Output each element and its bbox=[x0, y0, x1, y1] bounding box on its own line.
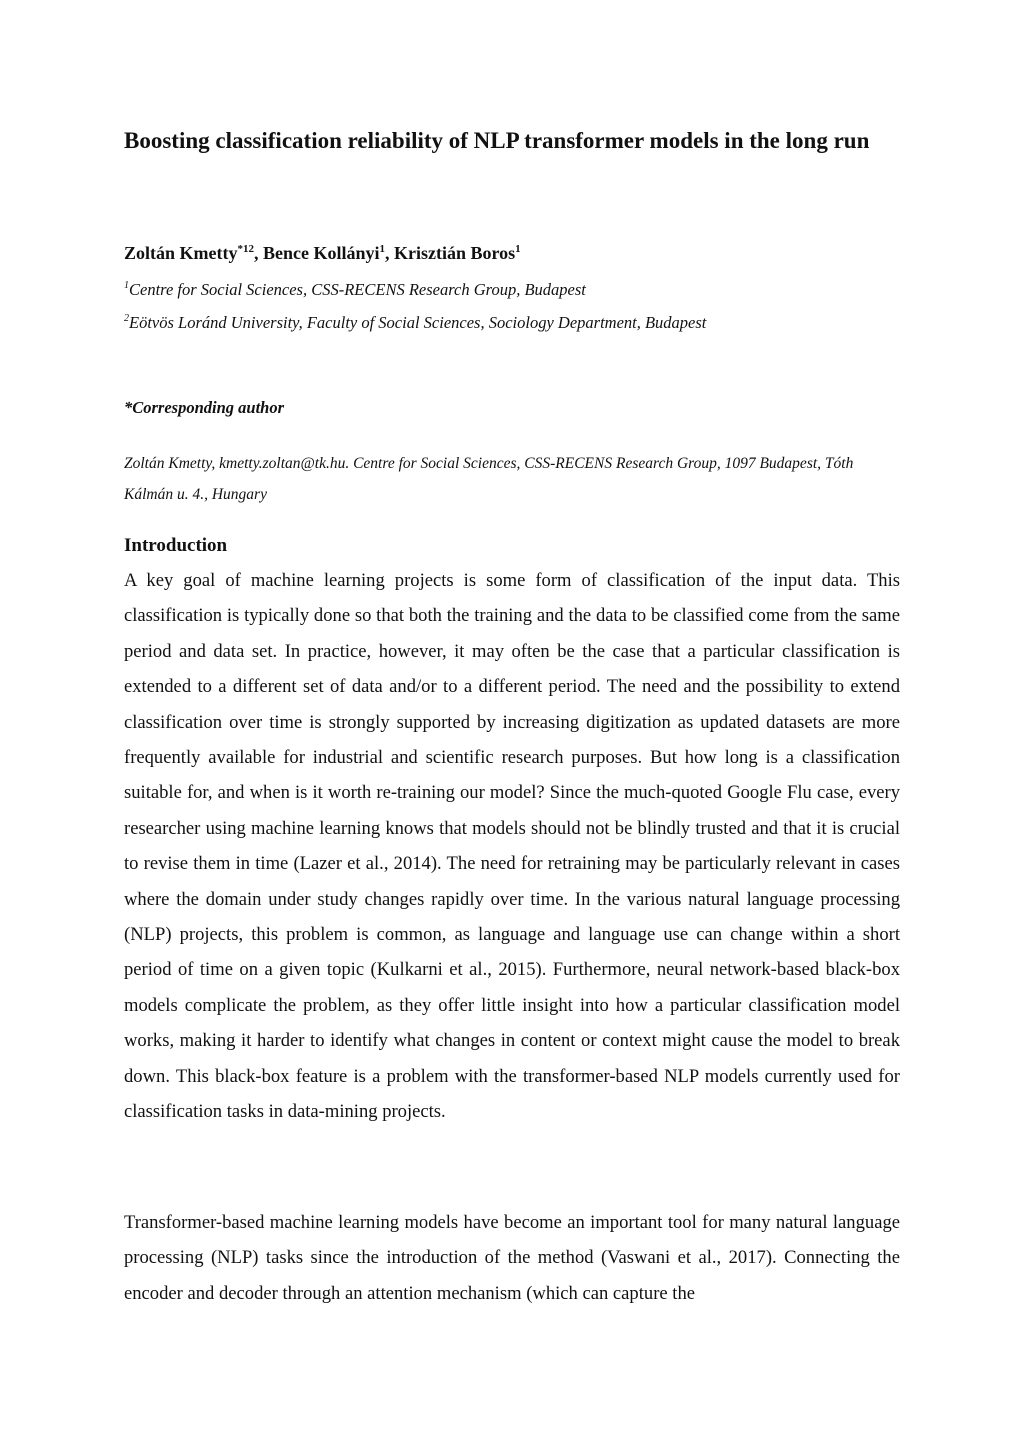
author-marker: 1 bbox=[379, 243, 385, 255]
introduction-paragraph-2: Transformer-based machine learning models have become an important tool for many natural language processing (NLP) tasks since the introduction of the method (Vaswani et al., 2017). Connecting the encoder and decoder through an attention mechanism (which can capture the bbox=[124, 1212, 900, 1304]
paper-title: Boosting classification reliability of NLP transformer models in the long run bbox=[124, 128, 870, 153]
author-separator: , bbox=[384, 243, 394, 263]
corresponding-author-heading: *Corresponding author bbox=[124, 398, 285, 417]
introduction-paragraph-1: A key goal of machine learning projects is some form of classification of the input data. This classification is typically done so that both the training and the data to be classified come from the same period and data set. In practice, however, it may often be the case that a particular classification is extended to a different set of data and/or to a different period. The need and the possibility to extend classification over time is strongly supported by increasing digitization as updated datasets are more frequently available for industrial and scientific research purposes. But how long is a classification suitable for, and when is it worth re-training our model? Since the much-quoted Google Flu case, every researcher using machine learning knows that models should not be blindly trusted and that it is crucial to revise them in time (Lazer et al., 2014). The need for retraining may be particularly relevant in cases where the domain under study changes rapidly over time. In the various natural language processing (NLP) projects, this problem is common, as language and language use can change within a short period of time on a given topic (Kulkarni et al., 2015). Furthermore, neural network-based black-box models complicate the problem, as they offer little insight into how a particular classification model works, making it harder to identify what changes in content or context might cause the model to break down. This black-box feature is a problem with the transformer-based NLP models currently used for classification tasks in data-mining projects. bbox=[124, 570, 900, 1123]
corresponding-author-details bbox=[124, 448, 900, 510]
author-name: Zoltán Kmetty bbox=[124, 243, 238, 263]
affiliation-text: Centre for Social Sciences, CSS-RECENS Research Group, Budapest bbox=[129, 280, 586, 299]
author-marker: 1 bbox=[515, 243, 521, 255]
author-list bbox=[124, 240, 521, 266]
corresponding-name-email: Zoltán Kmetty, kmetty.zoltan@tk.hu. bbox=[124, 455, 350, 472]
affiliation-marker: 1 bbox=[124, 280, 129, 291]
author-name: Bence Kollányi bbox=[262, 243, 380, 263]
introduction-heading: Introduction bbox=[124, 535, 228, 556]
affiliation-marker: 2 bbox=[124, 313, 129, 324]
affiliation-text: Eötvös Loránd University, Faculty of Social Sciences, Sociology Department, Budapest bbox=[129, 313, 707, 332]
affiliation-2 bbox=[124, 311, 706, 335]
author-name: Krisztián Boros bbox=[393, 243, 516, 263]
author-separator: , bbox=[253, 243, 263, 263]
affiliation-1 bbox=[124, 278, 586, 302]
corresponding-address: Centre for Social Sciences, CSS-RECENS Research Group, 1097 Budapest, Tóth Kálmán u. 4., Hungary bbox=[124, 455, 854, 503]
author-marker: *12 bbox=[237, 243, 254, 255]
